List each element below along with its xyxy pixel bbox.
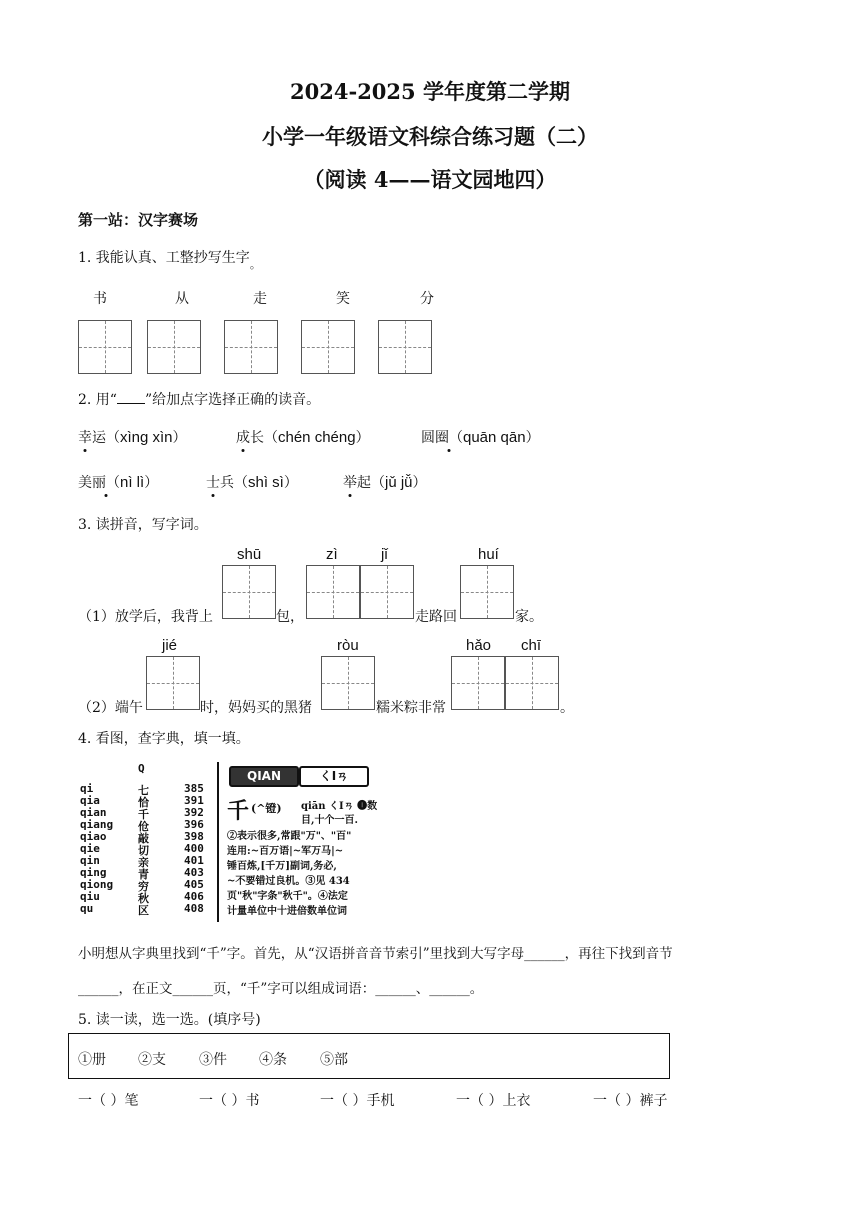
- sentence-part: 走路回: [415, 609, 457, 625]
- pinyin-choice[interactable]: [206, 472, 298, 492]
- pinyin-label: jié: [162, 637, 178, 654]
- word-first: 圆: [421, 430, 435, 446]
- index-char: 秋: [138, 892, 149, 905]
- headword-char: 千: [227, 798, 250, 824]
- index-char: 伧: [138, 820, 149, 833]
- pinyin-label: ròu: [337, 637, 359, 654]
- option-item: ⑤部: [320, 1052, 348, 1068]
- dotted-char: 士: [206, 475, 220, 491]
- index-pinyin: qing: [80, 866, 107, 879]
- dictionary-tab-zhuyin: くIㄢ: [299, 766, 369, 787]
- fill-in-item[interactable]: 一（ ）手机: [320, 1093, 395, 1109]
- index-pinyin: qiong: [80, 878, 114, 891]
- index-pinyin: qia: [80, 794, 100, 807]
- question-4-prompt-line1: 小明想从字典里找到“千”字。首先，从“汉语拼音音节索引”里找到大写字母______，再往下找到音节: [78, 946, 673, 962]
- writing-grid[interactable]: [301, 320, 355, 374]
- writing-grid[interactable]: [147, 320, 201, 374]
- word-rest: 长（: [250, 430, 278, 446]
- question-4-prompt-line2: ______，在正文______页，“千”字可以组成词语：______、______。: [78, 981, 484, 997]
- question-2-text-post: ”给加点字选择正确的读音。: [144, 392, 321, 408]
- word-rest: 兵（: [220, 475, 248, 491]
- index-pinyin: qin: [80, 854, 100, 867]
- question-1: [78, 247, 261, 271]
- pinyin-choice[interactable]: [343, 472, 427, 492]
- pinyin-choice[interactable]: [236, 427, 370, 447]
- pinyin-label: hǎo: [466, 637, 492, 654]
- dictionary-entry: [217, 762, 395, 922]
- pinyin-options: quān qān: [463, 429, 526, 446]
- index-char: 区: [138, 904, 149, 917]
- doc-title-unit: （阅读 4——语文园地四）: [303, 167, 557, 192]
- pinyin-choice[interactable]: [421, 427, 540, 447]
- index-page: 408: [184, 902, 204, 915]
- question-1-mark: 。: [249, 258, 261, 271]
- writing-grid[interactable]: [222, 565, 276, 619]
- index-page: 385: [184, 782, 204, 795]
- dotted-char: 圈（: [435, 430, 463, 446]
- index-page: 406: [184, 890, 204, 903]
- question-2-text-pre: 2. 用“: [78, 392, 117, 408]
- word-rest: 起（: [357, 475, 385, 491]
- underline-sample: [117, 389, 145, 404]
- pinyin-options: jǔ jǚ: [385, 474, 413, 491]
- fill-in-item[interactable]: 一（ ）笔: [78, 1093, 139, 1109]
- bracket-close: ）: [172, 430, 187, 446]
- option-item: ③件: [199, 1052, 227, 1068]
- definition-line: 目,十个一百.: [301, 815, 358, 826]
- index-char: 敲: [138, 832, 149, 845]
- writing-grid[interactable]: [78, 320, 132, 374]
- bracket-close: ）: [412, 475, 427, 491]
- index-page: 403: [184, 866, 204, 879]
- word-rest: 运（: [92, 430, 120, 446]
- definition-line: 计量单位中十进倍数单位词: [227, 906, 347, 917]
- index-char: 穷: [138, 880, 149, 893]
- question-5-text: 5. 读一读，选一选。(填序号): [78, 1012, 261, 1028]
- writing-grid[interactable]: [451, 656, 505, 710]
- index-page: 392: [184, 806, 204, 819]
- index-char: 恰: [138, 796, 149, 809]
- writing-grid[interactable]: [505, 656, 559, 710]
- pinyin-label: chī: [521, 637, 542, 654]
- question-4-text: 4. 看图，查字典，填一填。: [78, 731, 250, 747]
- syllable-index: [80, 762, 204, 922]
- question-3-text: 3. 读拼音，写字词。: [78, 517, 208, 533]
- sentence-part: 包，: [276, 609, 304, 625]
- index-pinyin: qian: [80, 806, 107, 819]
- char-label: 笑: [336, 291, 350, 307]
- question-2: [78, 389, 320, 409]
- index-char: 七: [138, 784, 149, 797]
- index-pinyin: qiu: [80, 890, 100, 903]
- option-item: ④条: [259, 1052, 287, 1068]
- doc-title-term: 2024-2025 学年度第二学期: [290, 79, 570, 104]
- index-char: 青: [138, 868, 149, 881]
- pinyin-label: huí: [478, 546, 499, 563]
- index-page: 400: [184, 842, 204, 855]
- sentence-part: 家。: [515, 609, 543, 625]
- index-pinyin: qi: [80, 782, 94, 795]
- index-char: 千: [138, 808, 149, 821]
- writing-grid[interactable]: [360, 565, 414, 619]
- index-pinyin: qu: [80, 902, 94, 915]
- dictionary-tab-pinyin: QIAN: [229, 766, 299, 787]
- section-title: 第一站：汉字赛场: [78, 211, 199, 229]
- sentence-part: 糯米粽非常: [376, 700, 446, 716]
- pinyin-label: jǐ: [381, 546, 388, 563]
- bracket-close: ）: [355, 430, 370, 446]
- dotted-char: 举: [343, 475, 357, 491]
- sentence-part: （2）端午: [78, 700, 143, 716]
- option-item: ①册: [78, 1052, 106, 1068]
- writing-grid[interactable]: [378, 320, 432, 374]
- definition-line: ~不要错过良机。③见 434: [227, 876, 350, 887]
- index-char: 切: [138, 844, 149, 857]
- writing-grid[interactable]: [321, 656, 375, 710]
- definition-line: 页"秋"字条"秋千"。④法定: [227, 891, 348, 902]
- index-page: 396: [184, 818, 204, 831]
- writing-grid[interactable]: [460, 565, 514, 619]
- word-first: 美: [78, 475, 92, 491]
- pinyin-choice[interactable]: [78, 472, 158, 492]
- index-char: 亲: [138, 856, 149, 869]
- index-page: 398: [184, 830, 204, 843]
- fill-in-item[interactable]: 一（ ）上衣: [456, 1093, 531, 1109]
- pinyin-options: nì lì: [120, 474, 145, 491]
- bracket-close: ）: [525, 430, 540, 446]
- doc-title-subject: 小学一年级语文科综合练习题（二）: [262, 124, 598, 149]
- pinyin-label: zì: [326, 546, 338, 563]
- definition-line: 连用:~百万语|~军万马|~: [227, 846, 344, 857]
- pinyin-options: xìng xìn: [120, 429, 173, 446]
- question-1-text: 1. 我能认真、工整抄写生字: [78, 250, 250, 266]
- dotted-char: 成: [236, 430, 250, 446]
- bracket-close: ）: [283, 475, 298, 491]
- index-page: 391: [184, 794, 204, 807]
- definition-line: 锤百炼,[千万]副词,务必,: [227, 861, 337, 872]
- pinyin-label: shū: [237, 546, 262, 563]
- definition-line: ②表示很多,常跟"万"、"百": [227, 831, 352, 842]
- fill-in-item[interactable]: 一（ ）裤子: [593, 1093, 668, 1109]
- option-item: ②支: [138, 1052, 166, 1068]
- index-pinyin: qie: [80, 842, 100, 855]
- char-label: 走: [253, 291, 267, 307]
- char-label: 书: [93, 291, 107, 307]
- pinyin-choice[interactable]: [78, 427, 187, 447]
- writing-grid[interactable]: [146, 656, 200, 710]
- bracket-close: ）: [144, 475, 159, 491]
- fill-in-item[interactable]: 一（ ）书: [199, 1093, 260, 1109]
- sentence-part: 时，妈妈买的黑猪: [200, 700, 312, 716]
- sentence-part: （1）放学后，我背上: [78, 609, 213, 625]
- char-label: 分: [420, 291, 434, 307]
- sentence-part: 。: [560, 700, 574, 716]
- index-pinyin: qiao: [80, 830, 107, 843]
- pinyin-options: shì sì: [248, 474, 284, 491]
- writing-grid[interactable]: [306, 565, 360, 619]
- writing-grid[interactable]: [224, 320, 278, 374]
- headword-note: (^镫): [251, 802, 282, 815]
- index-pinyin: qiang: [80, 818, 114, 831]
- dotted-char: 丽（: [92, 475, 120, 491]
- definition-line: qiān くIㄢ ❶数: [301, 801, 378, 812]
- dotted-char: 幸: [78, 430, 92, 446]
- pinyin-options: chén chéng: [278, 429, 356, 446]
- index-header: Q: [138, 762, 145, 775]
- index-page: 405: [184, 878, 204, 891]
- char-label: 从: [175, 291, 189, 307]
- index-page: 401: [184, 854, 204, 867]
